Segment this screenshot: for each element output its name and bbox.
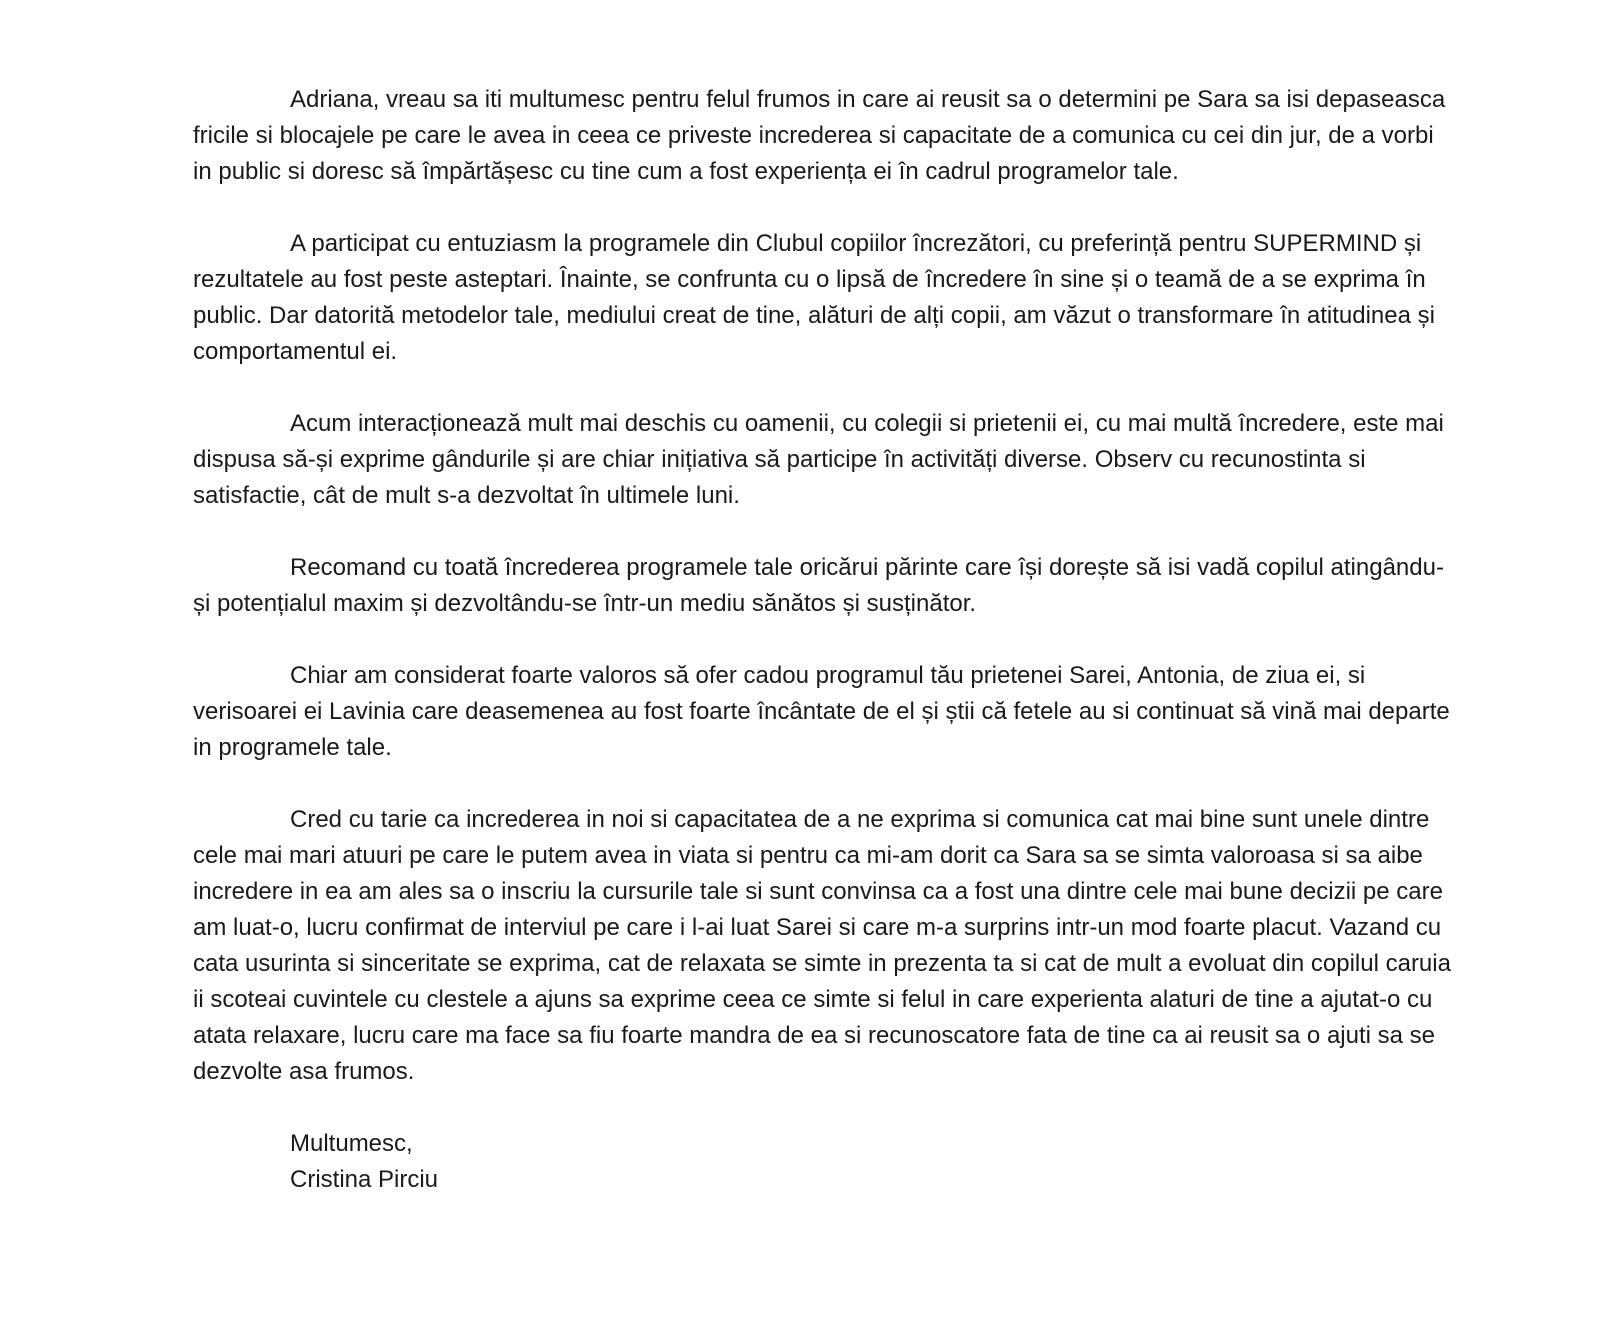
- signature: Cristina Pirciu: [290, 1166, 439, 1193]
- paragraph-2: A participat cu entuziasm la programele din Clubul copiilor încrezători, cu preferință pentru SUPERMIND și rezultatele au fost peste asteptari. Înainte, se confrunta cu o lipsă de încredere în sine și o teamă de a se exprima în public. Dar datorită metodelor tale, mediului creat de tine, alături de alți copii, am văzut o transformare în atitudinea și comportamentul ei.: [193, 230, 1435, 365]
- paragraph-3: Acum interacționează mult mai deschis cu oamenii, cu colegii si prietenii ei, cu mai multă încredere, este mai dispusa să-și exprime gândurile și are chiar inițiativa să participe în activități diverse. Observ cu recunostinta si satisfactie, cât de mult s-a dezvoltat în ultimele luni.: [193, 410, 1444, 509]
- closing-line: Multumesc,: [290, 1130, 413, 1157]
- paragraph-1: Adriana, vreau sa iti multumesc pentru felul frumos in care ai reusit sa o determini pe Sara sa isi depaseasca fricile si blocajele pe care le avea in ceea ce priveste increderea si capacitate de a comunica cu cei din jur, de a vorbi in public si doresc să împărtășesc cu tine cum a fost experiența ei în cadrul programelor tale.: [193, 86, 1446, 185]
- paragraph-5: Chiar am considerat foarte valoros să ofer cadou programul tău prietenei Sarei, Antonia, de ziua ei, si verisoarei ei Lavinia care deasemenea au fost foarte încântate de el și știi că fetele au si continuat să vină mai departe in programele tale.: [193, 662, 1450, 761]
- paragraph-4: Recomand cu toată încrederea programele tale oricărui părinte care își dorește să isi vadă copilul atingându-și potențialul maxim și dezvoltându-se într-un mediu sănătos și susținător.: [193, 554, 1444, 617]
- letter-body: [193, 82, 1453, 1198]
- paragraph-6: Cred cu tarie ca increderea in noi si capacitatea de a ne exprima si comunica cat mai bine sunt unele dintre cele mai mari atuuri pe care le putem avea in viata si pentru ca mi-am dorit ca Sara sa se simta valoroasa si sa aibe incredere in ea am ales sa o inscriu la cursurile tale si sunt convinsa ca a fost una dintre cele mai bune decizii pe care am luat-o, lucru confirmat de interviul pe care i l-ai luat Sarei si care m-a surprins intr-un mod foarte placut. Vazand cu cata usurinta si sinceritate se exprima, cat de relaxata se simte in prezenta ta si cat de mult a evoluat din copilul caruia ii scoteai cuvintele cu clestele a ajuns sa exprime ceea ce simte si felul in care experienta alaturi de tine a ajutat-o cu atata relaxare, lucru care ma face sa fiu foarte mandra de ea si recunoscatore fata de tine ca ai reusit sa o ajuti sa se dezvolte asa frumos.: [193, 806, 1451, 1085]
- closing-block: [193, 1126, 1453, 1198]
